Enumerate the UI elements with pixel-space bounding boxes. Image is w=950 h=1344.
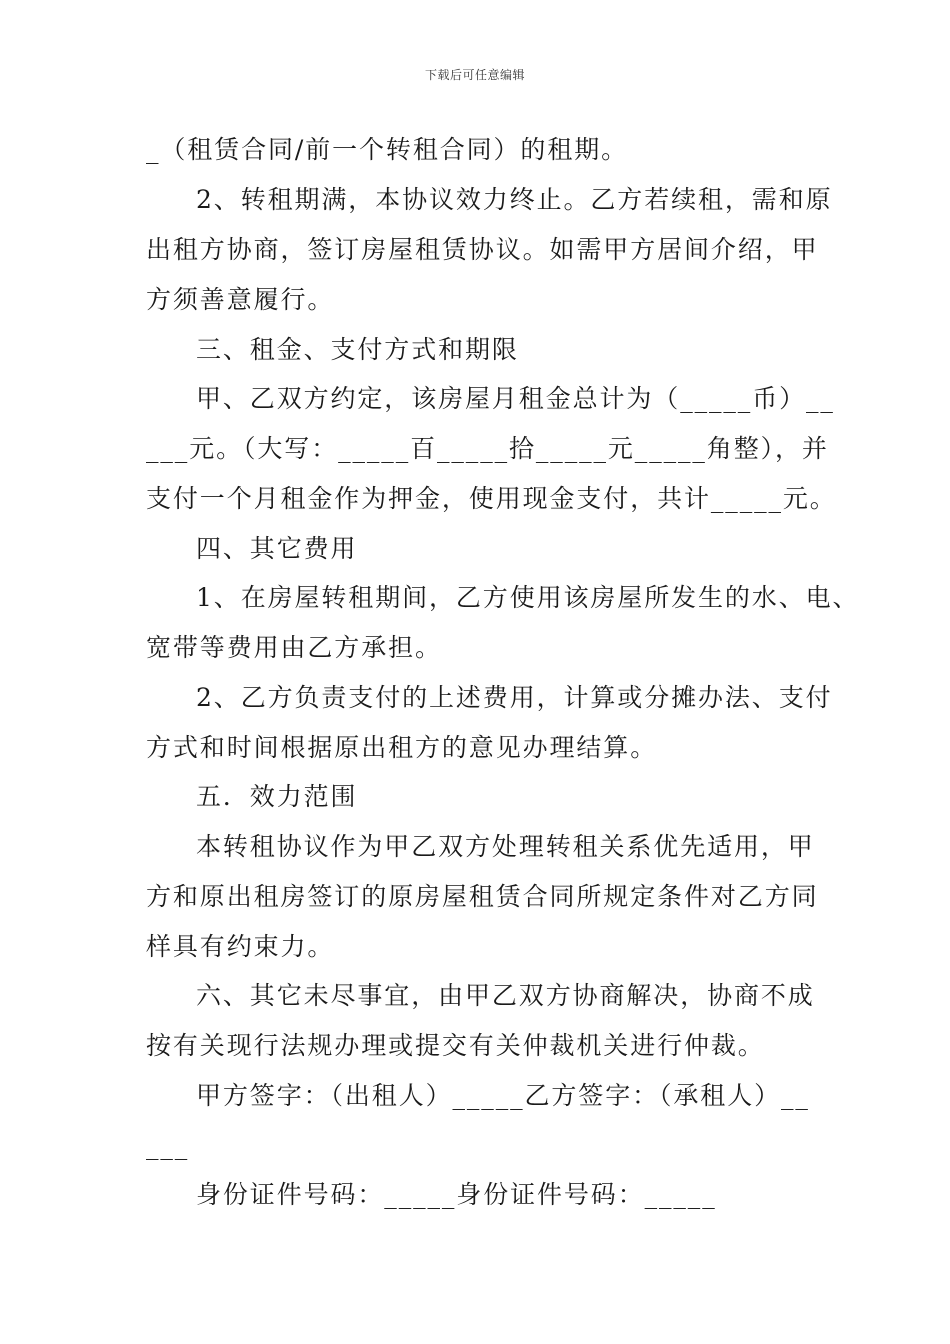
text-line: ___元。（大写：_____百_____拾_____元_____角整），并	[146, 434, 829, 463]
text-line: 1、在房屋转租期间，乙方使用该房屋所发生的水、电、	[196, 583, 860, 612]
text-line: 按有关现行法规办理或提交有关仲裁机关进行仲裁。	[146, 1031, 765, 1060]
section-heading: 五．效力范围	[196, 782, 358, 811]
text-line: 2、乙方负责支付的上述费用，计算或分摊办法、支付	[196, 683, 833, 712]
text-line: 2、转租期满，本协议效力终止。乙方若续租，需和原	[196, 185, 833, 214]
text-line: 宽带等费用由乙方承担。	[146, 633, 442, 662]
text-line: 六、其它未尽事宜，由甲乙双方协商解决，协商不成	[196, 981, 815, 1010]
text-line: 出租方协商，签订房屋租赁协议。如需甲方居间介绍，甲	[146, 235, 819, 264]
text-line: _（租赁合同/前一个转租合同）的租期。	[146, 135, 629, 164]
section-heading: 三、租金、支付方式和期限	[196, 335, 519, 364]
section-heading: 四、其它费用	[196, 534, 358, 563]
text-line: 本转租协议作为甲乙双方处理转租关系优先适用，甲	[196, 832, 815, 861]
text-line: 方和原出租房签订的原房屋租赁合同所规定条件对乙方同	[146, 882, 819, 911]
signature-line: 甲方签字：（出租人）_____乙方签字：（承租人）__	[196, 1081, 810, 1110]
text-line: 支付一个月租金作为押金，使用现金支付，共计_____元。	[146, 484, 837, 513]
text-line: 样具有约束力。	[146, 932, 335, 961]
id-number-line: 身份证件号码：_____身份证件号码：_____	[196, 1180, 717, 1209]
text-line: 甲、乙双方约定，该房屋月租金总计为（_____币）__	[196, 384, 835, 413]
text-line: 方须善意履行。	[146, 285, 335, 314]
text-line: 方式和时间根据原出租方的意见办理结算。	[146, 733, 658, 762]
header-note: 下载后可任意编辑	[424, 68, 525, 82]
signature-line-cont: ___	[146, 1131, 190, 1160]
